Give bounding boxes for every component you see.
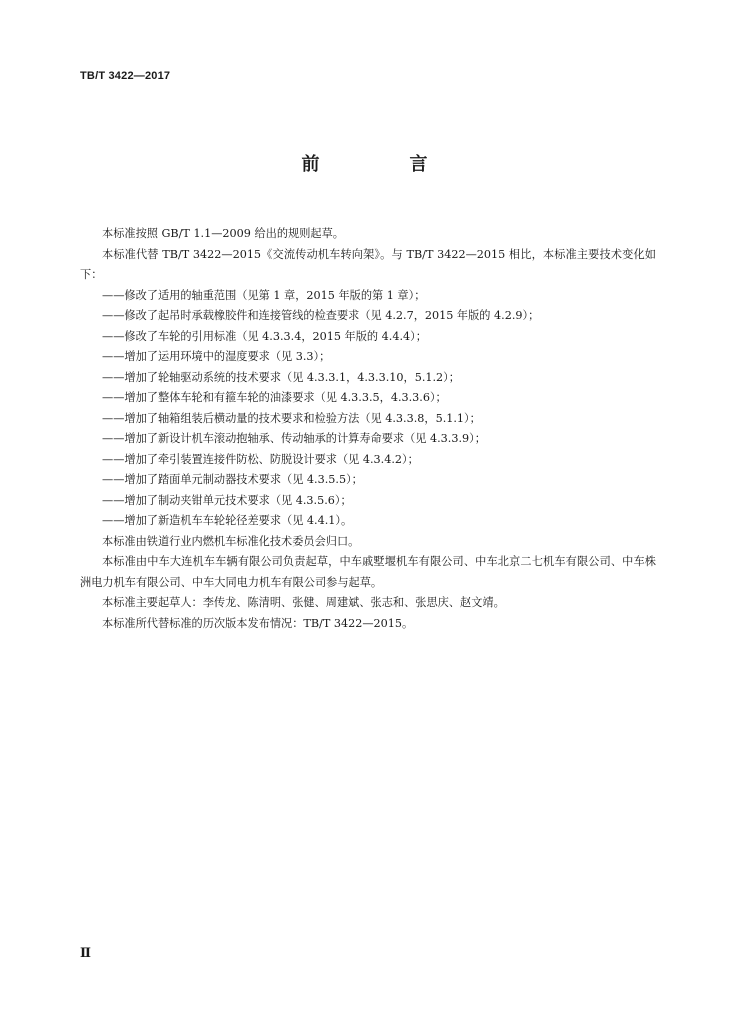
- paragraph-committee: 本标准由铁道行业内燃机车标准化技术委员会归口。: [102, 534, 360, 548]
- change-list: [80, 286, 656, 532]
- change-item: ——增加了运用环境中的湿度要求（见 3.3）；: [102, 350, 331, 363]
- paragraph-version-history: 本标准所代替标准的历次版本发布情况：TB/T 3422—2015。: [102, 616, 414, 630]
- standard-code: TB/T 3422—2017: [80, 70, 171, 82]
- page-number: Ⅱ: [80, 946, 91, 961]
- change-item: ——修改了适用的轴重范围（见第 1 章，2015 年版的第 1 章）；: [102, 288, 426, 302]
- change-item: ——修改了起吊时承载橡胶件和连接管线的检查要求（见 4.2.7，2015 年版的 4.2.9）；: [102, 309, 540, 322]
- change-item: ——修改了车轮的引用标准（见 4.3.3.4，2015 年版的 4.4.4）；: [102, 329, 427, 343]
- paragraph-drafting-units: 本标准由中车大连机车车辆有限公司负责起草，中车戚墅堰机车有限公司、中车北京二七机车有限公司、中车株洲电力机车有限公司、中车大同电力机车有限公司参与起草。: [80, 555, 656, 589]
- paragraph-replacement: 本标准代替 TB/T 3422—2015《交流传动机车转向架》。与 TB/T 3422—2015 相比，本标准主要技术变化如下：: [80, 247, 656, 281]
- change-item: ——增加了整体车轮和有箍车轮的油漆要求（见 4.3.3.5，4.3.3.6）；: [102, 391, 447, 404]
- change-item: ——增加了制动夹钳单元技术要求（见 4.3.5.6）；: [102, 493, 352, 507]
- foreword-body: [80, 224, 656, 634]
- change-item: ——增加了轮轴驱动系统的技术要求（见 4.3.3.1，4.3.3.10，5.1.2）；: [102, 370, 460, 384]
- change-item: ——增加了轴箱组装后横动量的技术要求和检验方法（见 4.3.3.8，5.1.1）；: [102, 411, 481, 425]
- paragraph-drafters: 本标准主要起草人：李传龙、陈清明、张健、周建斌、张志和、张思庆、赵文靖。: [102, 596, 505, 609]
- change-item: ——增加了踏面单元制动器技术要求（见 4.3.5.5）；: [102, 473, 363, 486]
- paragraph-drafting-rule: 本标准按照 GB/T 1.1—2009 给出的规则起草。: [102, 227, 344, 240]
- change-item: ——增加了牵引装置连接件防松、防脱设计要求（见 4.3.4.2）；: [102, 452, 419, 466]
- change-item: ——增加了新设计机车滚动抱轴承、传动轴承的计算寿命要求（见 4.3.3.9）；: [102, 432, 486, 445]
- change-item: ——增加了新造机车车轮轮径差要求（见 4.4.1）。: [102, 514, 353, 527]
- page-title: 前 言: [301, 154, 464, 175]
